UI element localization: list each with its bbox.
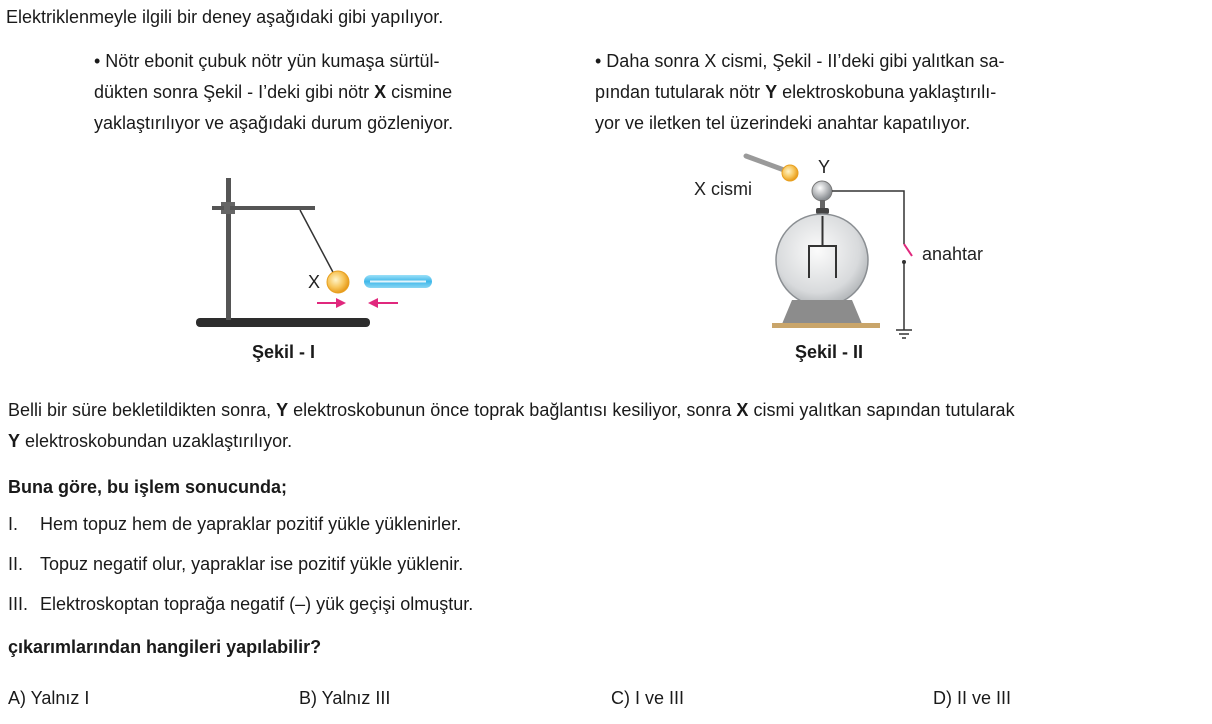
arrow-right-head [336, 298, 346, 308]
paragraph-a: Belli bir süre bekletildikten sonra, [8, 400, 277, 420]
option-c[interactable]: C) I ve III [611, 688, 685, 708]
arrow-left-head [368, 298, 378, 308]
paragraph-x: X [736, 400, 749, 420]
left-line-2-x: X [374, 82, 387, 102]
paragraph-c: elektroskobunun önce toprak bağlantısı kesiliyor, sonra [288, 400, 737, 420]
left-line-1: • Nötr ebonit çubuk nötr yün kumaşa sürtül- [94, 51, 440, 71]
stand-pole [226, 178, 231, 320]
paragraph-y: Y [276, 400, 289, 420]
table-surface [772, 323, 880, 328]
right-line-2-y: Y [765, 82, 778, 102]
right-line-2 [595, 77, 1065, 108]
ball-x-label: X [308, 272, 321, 292]
paragraph-g: elektroskobundan uzaklaştırılıyor. [20, 431, 293, 451]
option-d[interactable]: D) II ve III [933, 688, 1012, 708]
paragraph-y2: Y [8, 431, 21, 451]
right-line-3: yor ve iletken tel üzerindeki anahtar kapatılıyor. [595, 113, 971, 133]
x-object-ball [782, 165, 798, 181]
electroscope-stopper [816, 208, 829, 214]
stand-base [196, 318, 370, 327]
statement-3 [8, 589, 473, 620]
statement-1-text: Hem topuz hem de yapraklar pozitif yükle yüklenirler. [40, 514, 462, 534]
statement-2-text: Topuz negatif olur, yapraklar ise pozitif yükle yüklenir. [40, 554, 464, 574]
switch-label: anahtar [922, 244, 984, 264]
stand-arm [230, 206, 315, 210]
question-end: çıkarımlarından hangileri yapılabilir? [8, 637, 322, 657]
paragraph-line-2 [8, 426, 1015, 457]
option-b[interactable]: B) Yalnız III [299, 688, 391, 708]
statement-1 [8, 509, 461, 540]
y-label: Y [818, 157, 831, 177]
figure-1-caption: Şekil - I [252, 342, 316, 362]
x-object-label: X cismi [694, 179, 752, 199]
statement-1-num: I. [8, 514, 19, 534]
electroscope-knob [812, 181, 832, 201]
paragraph-line-1 [8, 395, 1015, 426]
question-lead: Buna göre, bu işlem sonucunda; [8, 477, 288, 497]
left-line-2-c: cismine [386, 82, 453, 102]
figure-1-diagram [190, 172, 440, 332]
left-line-3: yaklaştırılıyor ve aşağıdaki durum gözleniyor. [94, 113, 454, 133]
pendulum-thread [300, 210, 335, 276]
option-a[interactable]: A) Yalnız I [8, 688, 90, 708]
statement-3-text: Elektroskoptan toprağa negatif (–) yük geçişi olmuştur. [40, 594, 474, 614]
intro-text: Elektriklenmeyle ilgili bir deney aşağıdaki gibi yapılıyor. [6, 7, 444, 27]
statement-2 [8, 549, 463, 580]
electroscope-base [782, 300, 862, 324]
figure-2-caption: Şekil - II [795, 342, 864, 362]
x-handle [746, 156, 784, 170]
right-line-2-c: elektroskobuna yaklaştırılı- [777, 82, 997, 102]
ball-x [327, 271, 349, 293]
left-line-2 [94, 77, 564, 108]
right-line-1: • Daha sonra X cismi, Şekil - II’deki gibi yalıtkan sa- [595, 51, 1005, 71]
left-column-text [94, 46, 564, 139]
description-paragraph [8, 395, 1015, 457]
right-column-text [595, 46, 1065, 139]
statement-3-num: III. [8, 594, 29, 614]
switch-lever [904, 244, 912, 256]
statement-2-num: II. [8, 554, 24, 574]
paragraph-e: cismi yalıtkan sapından tutularak [748, 400, 1015, 420]
right-line-2-a: pından tutularak nötr [595, 82, 766, 102]
left-line-2-a: dükten sonra Şekil - I’deki gibi nötr [94, 82, 375, 102]
figure-2-diagram [680, 150, 1020, 350]
